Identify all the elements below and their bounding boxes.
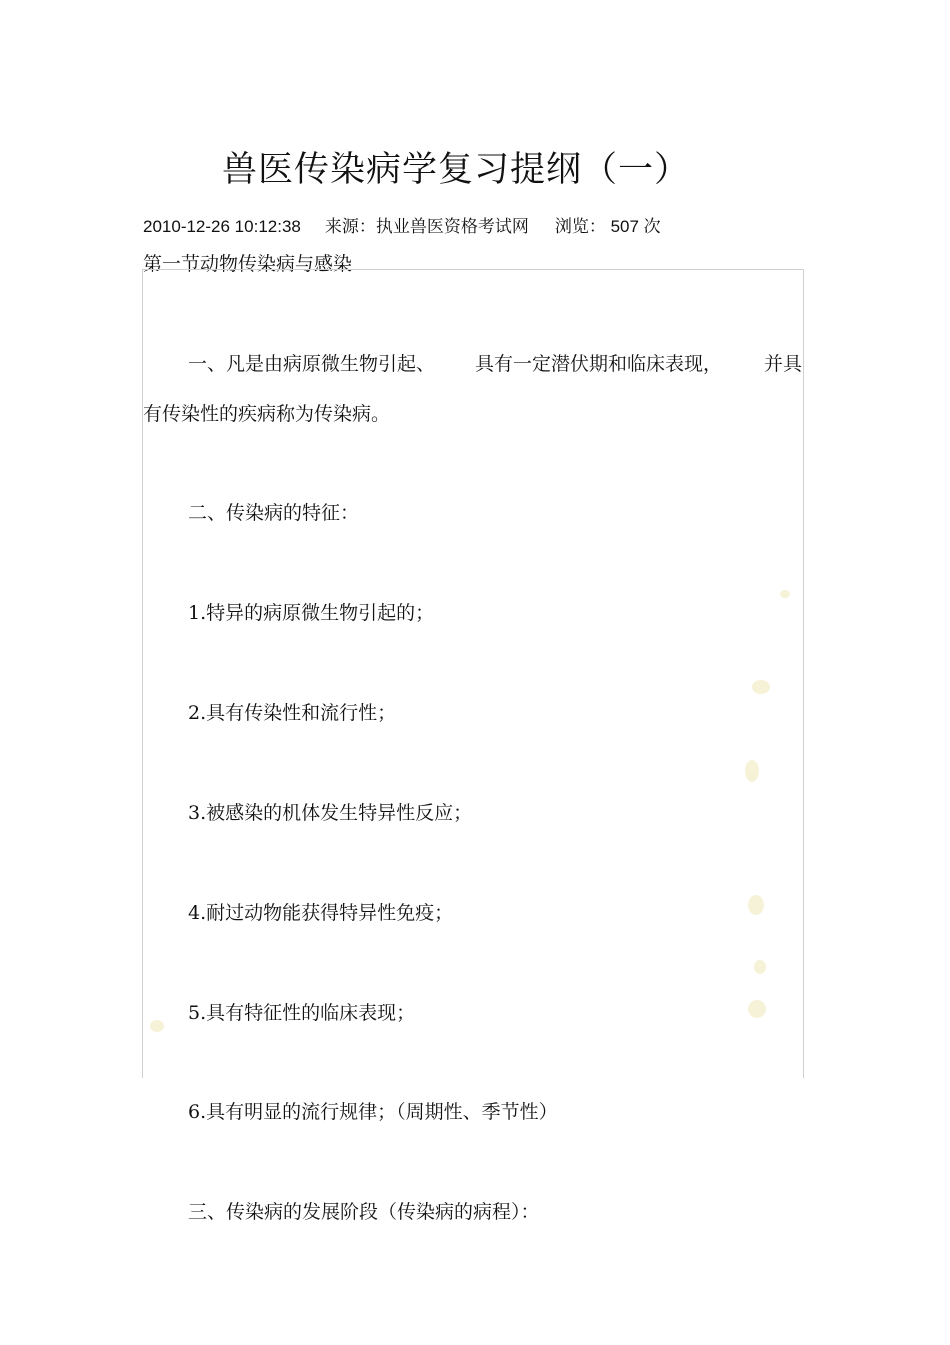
speckle <box>748 895 764 915</box>
feature-item-1: 1.特异的病原微生物引起的； <box>188 602 435 624</box>
paragraph-1-segment-3: 并具 <box>764 353 803 375</box>
feature-item-5: 5.具有特征性的临床表现； <box>188 1002 416 1024</box>
paragraph-stages-heading: 三、传染病的发展阶段（传染病的病程）： <box>188 1201 540 1223</box>
speckle <box>745 760 759 782</box>
speckle <box>754 960 766 974</box>
view-count: 浏览： 507 次 <box>554 217 661 236</box>
publish-datetime: 2010-12-26 10:12:38 <box>143 217 301 236</box>
section-title: 第一节动物传染病与感染 <box>143 253 353 275</box>
paragraph-1-line-2: 有传染性的疾病称为传染病。 <box>143 403 391 425</box>
speckle <box>780 590 790 598</box>
paragraph-features-heading: 二、传染病的特征： <box>188 502 360 524</box>
paragraph-1-segment-2: 具有一定潜伏期和临床表现， <box>475 353 723 375</box>
article-meta <box>143 212 661 237</box>
content-frame <box>142 269 804 1078</box>
page-title: 兽医传染病学复习提纲（一） <box>222 150 691 190</box>
article-source: 来源：执业兽医资格考试网 <box>324 217 529 236</box>
speckle <box>752 680 770 694</box>
paragraph-1-segment-1: 一、凡是由病原微生物引起、 <box>188 353 436 375</box>
feature-item-2: 2.具有传染性和流行性； <box>188 702 397 724</box>
feature-item-6: 6.具有明显的流行规律；（周期性、季节性） <box>188 1101 558 1123</box>
feature-item-4: 4.耐过动物能获得特异性免疫； <box>188 902 454 924</box>
feature-item-3: 3.被感染的机体发生特异性反应； <box>188 802 473 824</box>
speckle <box>748 1000 766 1018</box>
speckle <box>150 1020 164 1032</box>
